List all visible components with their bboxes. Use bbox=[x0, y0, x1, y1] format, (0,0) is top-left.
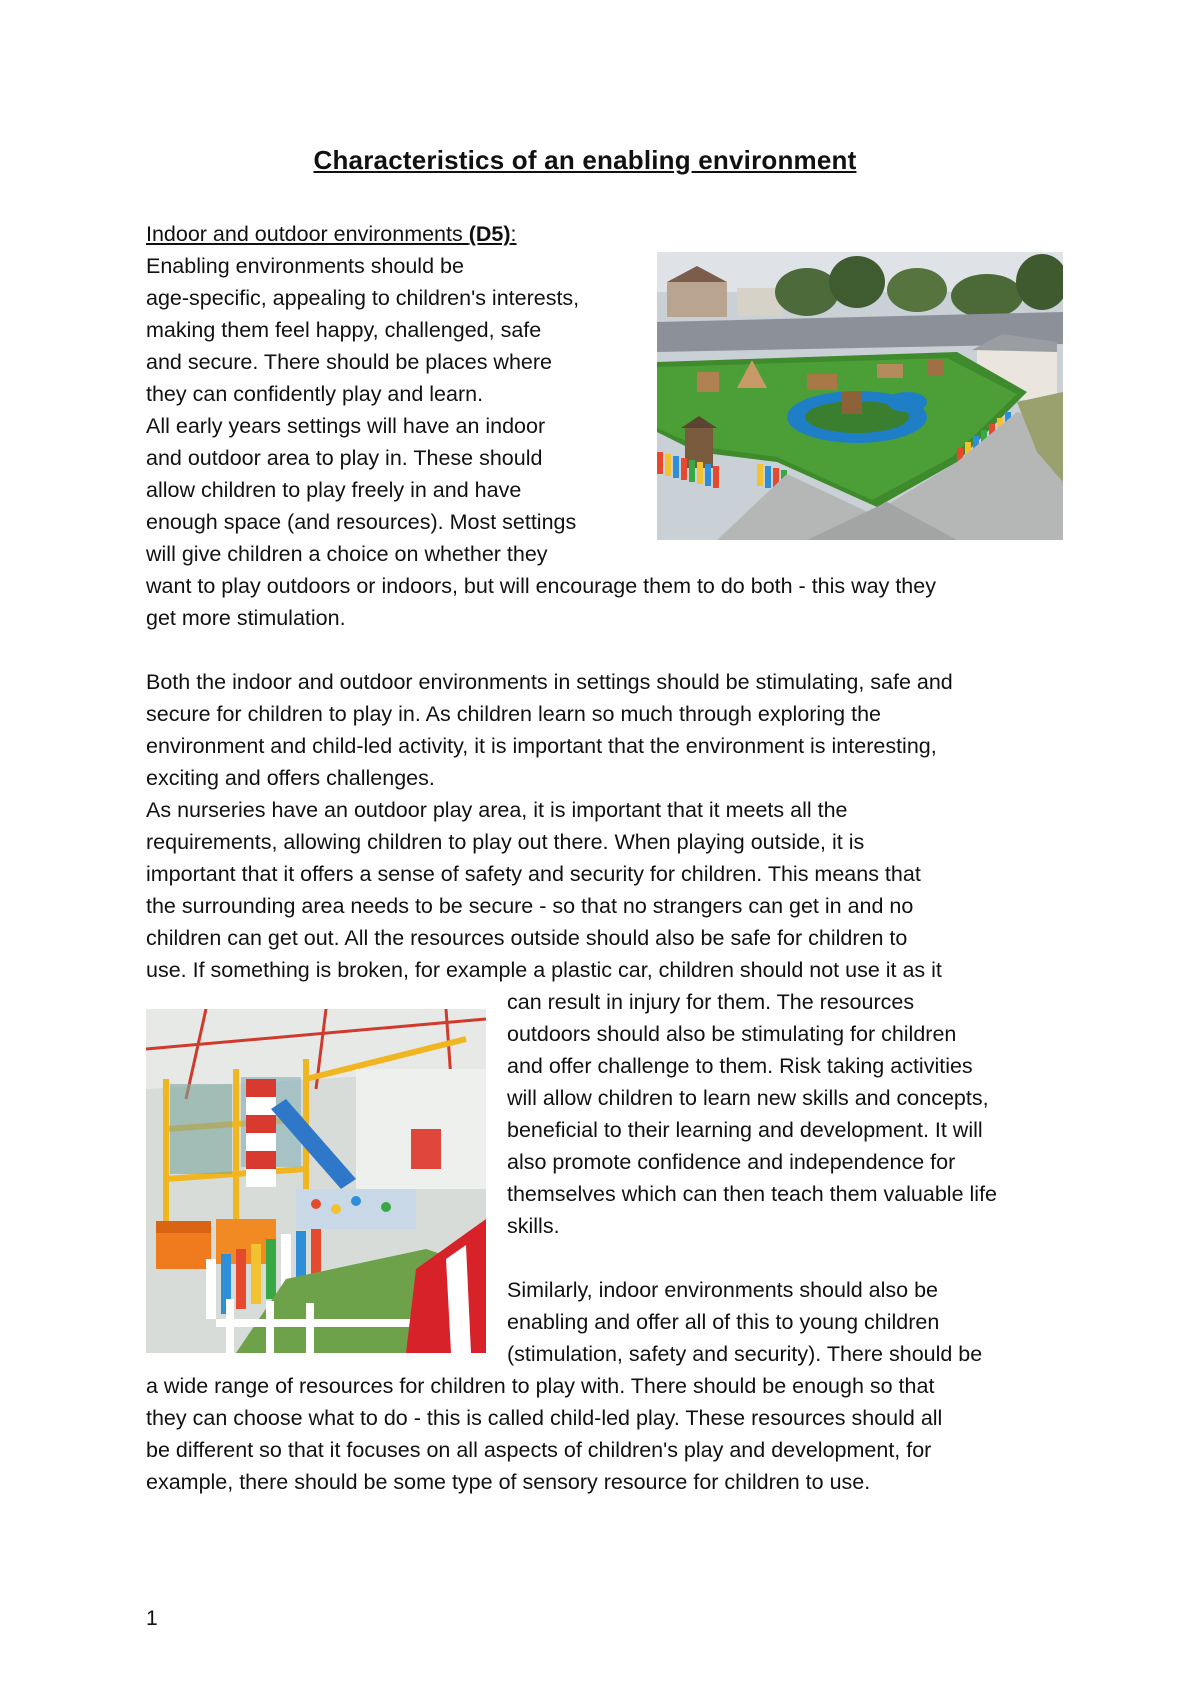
text-line: secure for children to play in. As children learn so much through exploring the bbox=[146, 702, 881, 726]
text-line: and secure. There should be places where bbox=[146, 350, 552, 374]
document-title: Characteristics of an enabling environment bbox=[313, 145, 857, 175]
text-line: skills. bbox=[507, 1214, 560, 1238]
text-line: age-specific, appealing to children's interests, bbox=[146, 286, 580, 310]
text-line: requirements, allowing children to play out there. When playing outside, it is bbox=[146, 830, 865, 854]
subheading-code: (D5) bbox=[468, 222, 511, 246]
text-line: As nurseries have an outdoor play area, it is important that it meets all the bbox=[146, 798, 848, 822]
text-line: be different so that it focuses on all aspects of children's play and development, for bbox=[146, 1438, 932, 1462]
indoor-soft-play-photo bbox=[146, 1009, 486, 1353]
text-line: Similarly, indoor environments should also be bbox=[507, 1278, 939, 1302]
outdoor-play-area-photo bbox=[657, 252, 1063, 540]
text-line: children can get out. All the resources outside should also be safe for children to bbox=[146, 926, 908, 950]
text-line: enabling and offer all of this to young children bbox=[507, 1310, 940, 1334]
text-line: exciting and offers challenges. bbox=[146, 766, 435, 790]
subheading-text: Indoor and outdoor environments bbox=[146, 222, 469, 246]
text-line: environment and child-led activity, it is important that the environment is interesting, bbox=[146, 734, 937, 758]
text-line: use. If something is broken, for example a plastic car, children should not use it as it bbox=[146, 958, 942, 982]
text-line: the surrounding area needs to be secure - so that no strangers can get in and no bbox=[146, 894, 914, 918]
text-line: (stimulation, safety and security). There should be bbox=[507, 1342, 983, 1366]
section-subheading bbox=[146, 218, 517, 250]
text-line: also promote confidence and independence for bbox=[507, 1150, 956, 1174]
text-line: outdoors should also be stimulating for children bbox=[507, 1022, 957, 1046]
text-line: will allow children to learn new skills and concepts, bbox=[507, 1086, 989, 1110]
text-line: making them feel happy, challenged, safe bbox=[146, 318, 542, 342]
text-line: they can choose what to do - this is called child-led play. These resources should all bbox=[146, 1406, 943, 1430]
text-line: All early years settings will have an indoor bbox=[146, 414, 546, 438]
text-line: they can confidently play and learn. bbox=[146, 382, 484, 406]
text-line: example, there should be some type of sensory resource for children to use. bbox=[146, 1470, 871, 1494]
subheading-colon: : bbox=[510, 222, 517, 246]
text-line: and offer challenge to them. Risk taking activities bbox=[507, 1054, 973, 1078]
text-line: and outdoor area to play in. These should bbox=[146, 446, 543, 470]
page-number: 1 bbox=[146, 1607, 158, 1630]
text-line: allow children to play freely in and have bbox=[146, 478, 522, 502]
text-line: beneficial to their learning and development. It will bbox=[507, 1118, 983, 1142]
text-line: want to play outdoors or indoors, but will encourage them to do both - this way they bbox=[146, 574, 936, 598]
text-line: get more stimulation. bbox=[146, 606, 346, 630]
text-line: important that it offers a sense of safety and security for children. This means that bbox=[146, 862, 921, 886]
text-line: will give children a choice on whether they bbox=[146, 542, 548, 566]
text-line: can result in injury for them. The resources bbox=[507, 990, 915, 1014]
text-line: themselves which can then teach them valuable life bbox=[507, 1182, 997, 1206]
text-line: Enabling environments should be bbox=[146, 254, 464, 278]
text-line: a wide range of resources for children to play with. There should be enough so that bbox=[146, 1374, 935, 1398]
text-line: enough space (and resources). Most settings bbox=[146, 510, 577, 534]
text-line: Both the indoor and outdoor environments in settings should be stimulating, safe and bbox=[146, 670, 953, 694]
